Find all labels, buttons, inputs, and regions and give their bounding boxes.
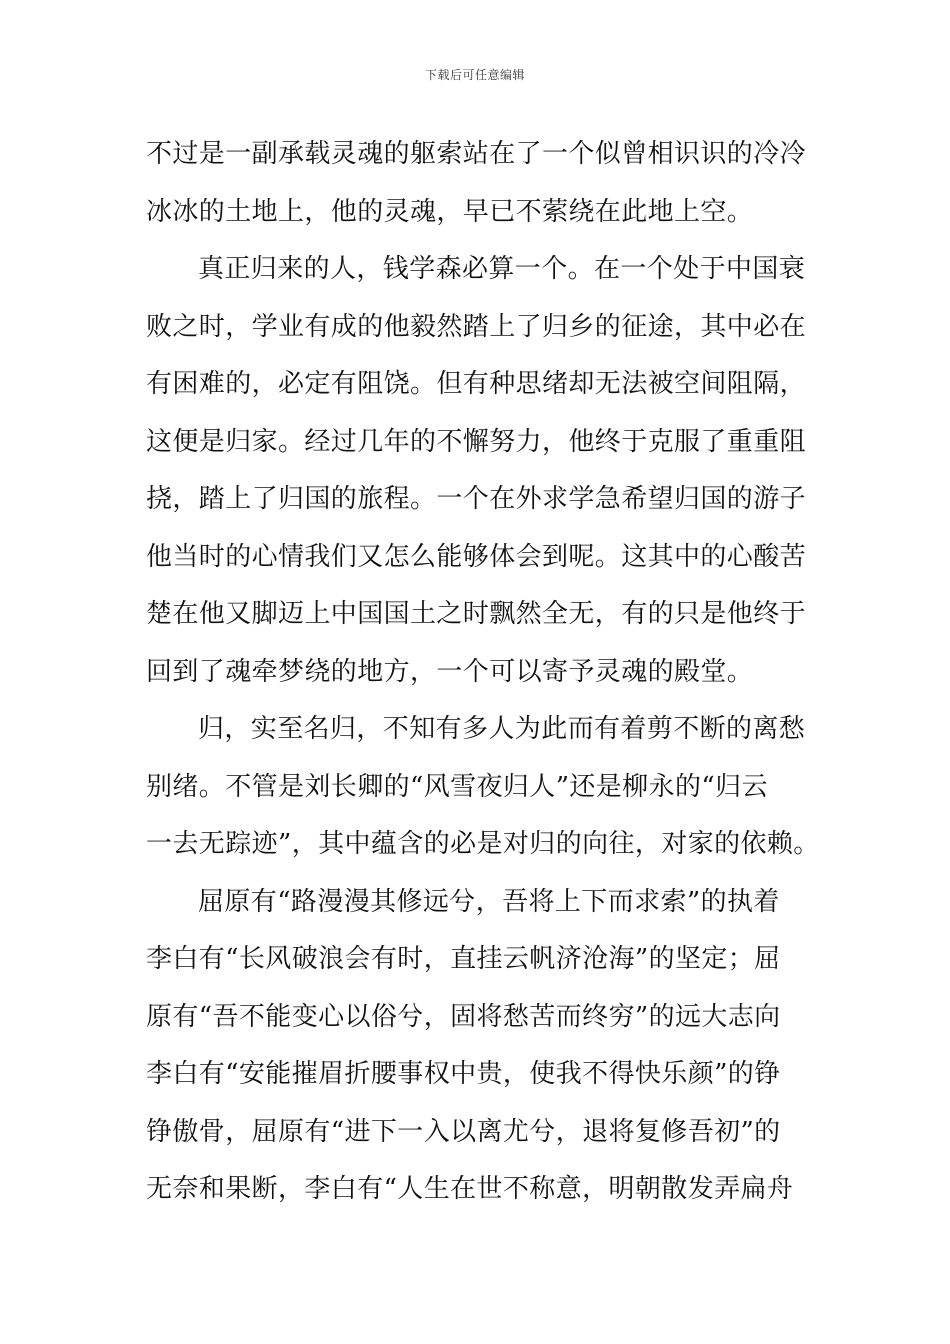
text-line: 败之时，学业有成的他毅然踏上了归乡的征途，其中必在 (146, 311, 807, 342)
text-line: 别绪。不管是刘长卿的“风雪夜归人”还是柳永的“归云 (146, 771, 768, 802)
text-line: 回到了魂牵梦绕的地方，一个可以寄予灵魂的殿堂。 (146, 656, 754, 687)
text-line: 挠，踏上了归国的旅程。一个在外求学急希望归国的游子 (146, 484, 807, 514)
document-body (146, 126, 820, 1219)
text-line: 无奈和果断，李白有“人生在世不称意，明朝散发弄扁舟 (146, 1174, 794, 1204)
text-line: 屈原有“路漫漫其修远兮，吾将上下而求索”的执着 (198, 886, 780, 917)
text-line: 一去无踪迹”，其中蕴含的必是对归的向往，对家的依赖。 (146, 829, 820, 859)
text-line: 原有“吾不能变心以俗兮，固将愁苦而终穷”的远大志向 (146, 1001, 781, 1032)
text-line: 楚在他又脚迈上中国国土之时飘然全无，有的只是他终于 (146, 599, 807, 629)
text-line: 冰冰的土地上，他的灵魂，早已不萦绕在此地上空。 (146, 196, 754, 227)
text-line: 李白有“安能摧眉折腰事权中贵，使我不得快乐颜”的铮 (146, 1059, 781, 1089)
text-line: 归，实至名归，不知有多人为此而有着剪不断的离愁 (198, 714, 806, 744)
text-line: 有困难的，必定有阻饶。但有种思绪却无法被空间阻隔， (146, 369, 807, 399)
text-line: 这便是归家。经过几年的不懈努力，他终于克服了重重阻 (146, 426, 807, 457)
text-line: 铮傲骨，屈原有“进下一入以离尤兮，退将复修吾初”的 (146, 1116, 781, 1147)
page-header: 下载后可任意编辑 (424, 68, 525, 82)
text-line: 李白有“长风破浪会有时，直挂云帆济沧海”的坚定；屈 (146, 944, 781, 974)
text-line: 真正归来的人，钱学森必算一个。在一个处于中国衰 (198, 254, 806, 284)
text-line: 他当时的心情我们又怎么能够体会到呢。这其中的心酸苦 (146, 541, 807, 572)
text-line: 不过是一副承载灵魂的躯索站在了一个似曾相识识的冷冷 (146, 139, 807, 169)
